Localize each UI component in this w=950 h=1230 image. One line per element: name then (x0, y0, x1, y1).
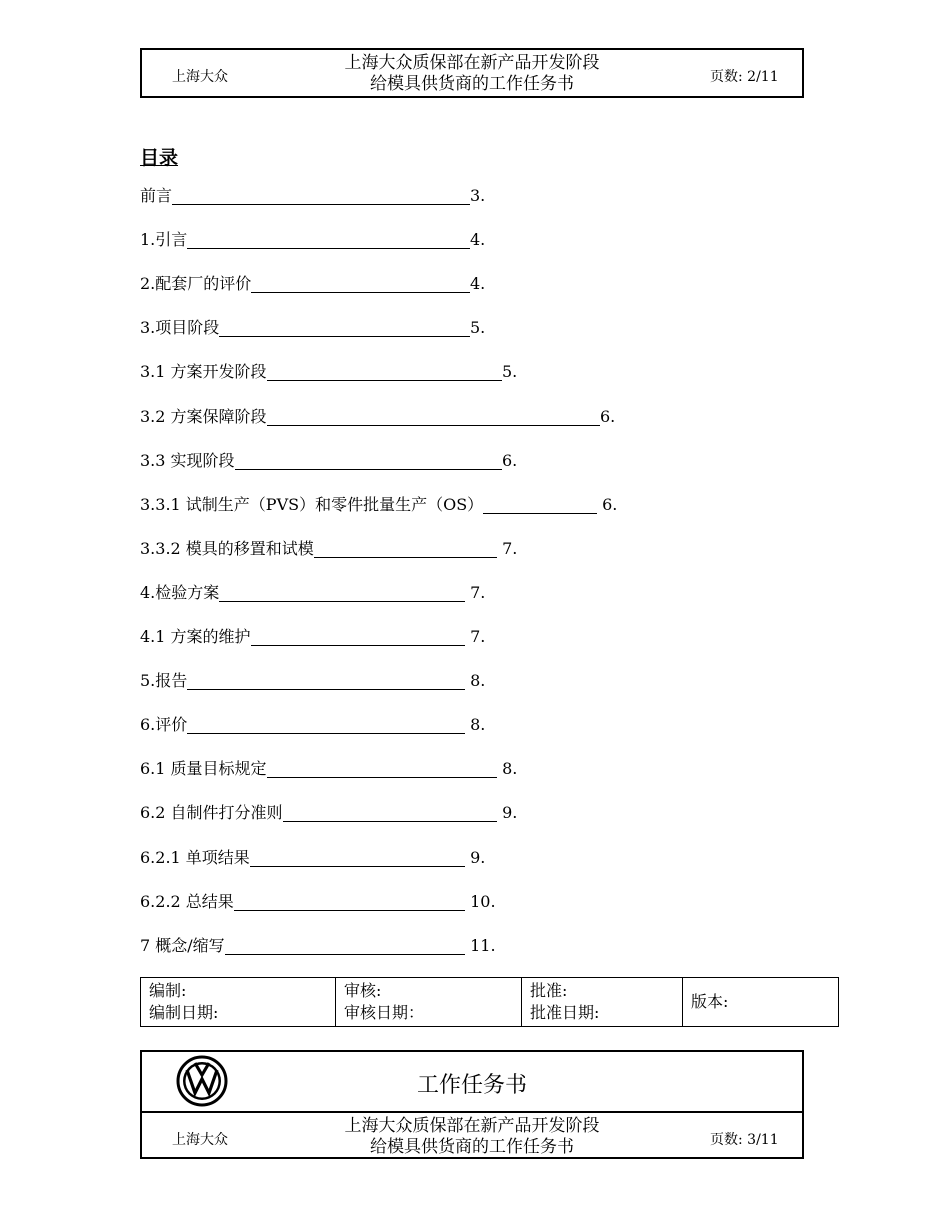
toc-entry[interactable] (140, 846, 485, 870)
toc-leader-line (483, 497, 597, 514)
toc-leader-line (250, 850, 465, 867)
toc-entry[interactable] (140, 360, 517, 384)
toc-entry-page: 11. (465, 935, 496, 955)
toc-entry-page: 6. (600, 406, 616, 426)
toc-entry[interactable] (140, 316, 485, 340)
toc-leader-line (267, 364, 502, 381)
toc-entry-label: 6.2.1 单项结果 (140, 847, 250, 867)
toc-entry-label: 6.1 质量目标规定 (140, 759, 267, 779)
toc-entry-label: 4.检验方案 (140, 582, 220, 602)
toc-title: 目录 (140, 147, 179, 169)
next-header-company: 上海大众 (172, 1132, 228, 1148)
toc-entry-label: 3.3 实现阶段 (140, 450, 235, 470)
next-page-header (140, 1050, 804, 1159)
toc-entry-label: 6.2 自制件打分准则 (140, 803, 283, 823)
toc-entry[interactable] (140, 449, 517, 473)
toc-entry[interactable] (140, 272, 485, 296)
toc-leader-line (187, 232, 470, 249)
toc-entry-label: 4.1 方案的维护 (140, 627, 251, 646)
header-title (292, 53, 652, 95)
toc-leader-line (187, 673, 465, 690)
toc-entry-label: 3.1 方案开发阶段 (140, 362, 267, 382)
toc-entry[interactable] (140, 757, 517, 781)
toc-entry-page: 8. (497, 759, 518, 779)
vw-logo-icon (176, 1055, 228, 1107)
signoff-table (140, 977, 839, 1027)
version-label: 版本: (691, 992, 729, 1011)
header-title-line1: 上海大众质保部在新产品开发阶段 (344, 53, 600, 73)
toc-entry[interactable] (140, 405, 615, 429)
toc-entry-label: 3.3.2 模具的移置和试模 (140, 538, 314, 558)
toc-entry-page: 10. (465, 891, 496, 911)
toc-entry[interactable] (140, 713, 485, 737)
toc-entry-page: 8. (465, 671, 486, 691)
approved-date-label: 批准日期: (530, 1003, 600, 1022)
toc-entry[interactable] (140, 625, 485, 649)
prepared-date-label: 编制日期: (149, 1003, 219, 1022)
toc-leader-line (219, 320, 470, 337)
toc-entry[interactable] (140, 890, 496, 914)
toc-leader-line (267, 409, 600, 426)
toc-entry-page: 3. (470, 186, 486, 205)
toc-entry[interactable] (140, 934, 496, 958)
approved-label: 批准: (530, 981, 568, 1000)
toc-entry-page: 6. (502, 450, 518, 470)
toc-entry-page: 7. (465, 627, 486, 646)
toc-entry[interactable] (140, 537, 517, 561)
reviewed-label: 审核: (344, 981, 382, 1000)
toc-leader-line (187, 717, 465, 734)
toc-entry-page: 5. (470, 318, 486, 338)
toc-entry-page: 9. (497, 803, 518, 823)
next-header-title (292, 1116, 652, 1158)
header-page-number: 页数: 2/11 (710, 69, 779, 85)
toc-leader-line (314, 541, 497, 558)
toc-entry-label: 2.配套厂的评价 (140, 274, 252, 294)
toc-entry-page: 7. (465, 582, 486, 602)
signoff-prepared-cell (141, 978, 336, 1027)
toc-entry[interactable] (140, 801, 517, 825)
toc-leader-line (251, 276, 470, 293)
toc-entry-label: 7 概念/缩写 (140, 935, 225, 955)
reviewed-date-label: 审核日期： (344, 1003, 425, 1022)
toc-entry[interactable] (140, 493, 617, 517)
toc-entry-page: 9. (465, 847, 486, 867)
toc-entry[interactable] (140, 581, 485, 605)
toc-leader-line (172, 188, 470, 205)
toc-entry-label: 1.引言 (140, 230, 188, 250)
toc-leader-line (219, 585, 465, 602)
toc-entry-label: 6.评价 (140, 715, 188, 735)
toc-entry-page: 4. (470, 230, 486, 250)
form-title: 工作任务书 (416, 1073, 527, 1098)
toc-entry-label: 5.报告 (140, 671, 188, 691)
signoff-approved-cell (522, 978, 683, 1027)
prepared-label: 编制: (149, 981, 187, 1000)
toc-entry-label: 3.2 方案保障阶段 (140, 406, 267, 426)
toc-entry-label: 前言 (140, 186, 173, 205)
signoff-reviewed-cell (336, 978, 522, 1027)
next-header-page-number: 页数: 3/11 (710, 1132, 779, 1148)
toc-leader-line (283, 805, 497, 822)
toc-entry[interactable] (140, 184, 485, 208)
toc-entry-label: 3.3.1 试制生产（PVS）和零件批量生产（OS） (140, 494, 484, 514)
toc-leader-line (267, 761, 497, 778)
toc-entry[interactable] (140, 669, 485, 693)
toc-entry-page: 6. (597, 494, 618, 514)
toc-entry-label: 6.2.2 总结果 (140, 891, 234, 911)
next-header-title-line1: 上海大众质保部在新产品开发阶段 (344, 1116, 600, 1136)
toc-leader-line (225, 938, 465, 955)
toc-leader-line (235, 453, 502, 470)
next-header-title-line2: 给模具供货商的工作任务书 (370, 1137, 574, 1157)
toc-entry-page: 7. (497, 538, 518, 558)
header-title-line2: 给模具供货商的工作任务书 (370, 74, 574, 94)
header-company: 上海大众 (172, 69, 228, 85)
toc-entry-page: 4. (470, 274, 486, 294)
toc-entry[interactable] (140, 228, 485, 252)
toc-entry-page: 5. (502, 362, 518, 382)
toc-entry-label: 3.项目阶段 (140, 318, 220, 338)
signoff-version-cell (683, 978, 839, 1027)
page-header (140, 48, 804, 98)
toc-entry-page: 8. (465, 715, 486, 735)
toc-leader-line (251, 629, 465, 646)
toc-leader-line (234, 894, 465, 911)
